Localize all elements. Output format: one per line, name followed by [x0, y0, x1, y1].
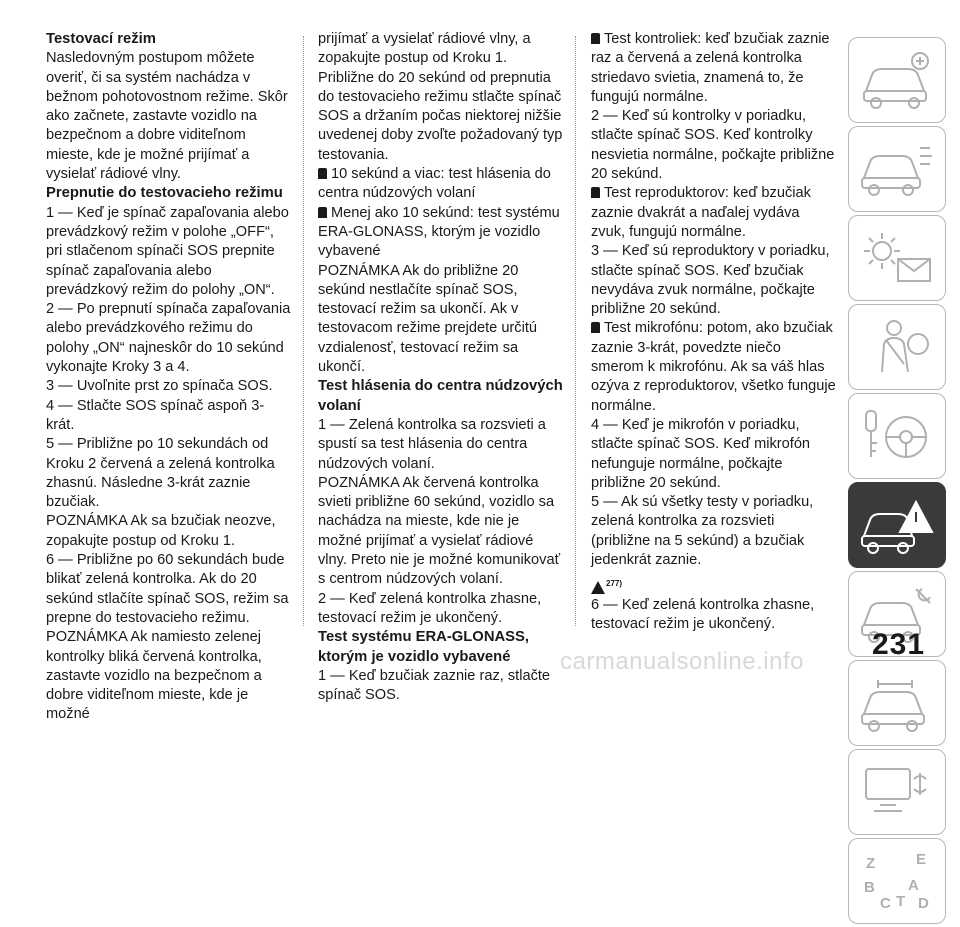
emergency-car-icon [858, 492, 936, 558]
warning-reference: 277) [606, 579, 623, 589]
paragraph: 4 — Keď je mikrofón v poriadku, stlačte spínač SOS. Keď mikrofón nefunguje normálne, počkajte približne 20 sekúnd. [591, 416, 811, 491]
paragraph: 5 — Ak sú všetky testy v poriadku, zelená kontrolka za rozsvieti (približne na 5 sekúnd) a bzučiak jedenkrát zaznie. [591, 494, 814, 569]
section-heading: Test hlásenia do centra núdzových volaní [318, 378, 563, 414]
bullet-item: Test kontroliek: keď bzučiak zaznie raz a červená a zelená kontrolka striedavo svietia, znamená to, že fungujú normálne. [591, 30, 837, 107]
tab-key-steering[interactable] [848, 393, 946, 479]
seatbelt-airbag-icon [858, 314, 936, 380]
tab-car-dashboard[interactable] [848, 37, 946, 123]
car-light-icon [858, 136, 936, 202]
tab-warning-lights[interactable] [848, 215, 946, 301]
paragraph: 6 — Približne po 60 sekundách bude blikať zelená kontrolka. Ak do 20 sekúnd stlačíte spínač SOS, režim sa prepne do testovacieho režimu. [46, 552, 289, 626]
paragraph: 3 — Uvoľnite prst zo spínača SOS. [46, 378, 273, 395]
watermark: carmanualsonline.info [560, 648, 804, 675]
index-letter: A [908, 877, 919, 894]
column-divider [575, 36, 576, 626]
paragraph: POZNÁMKA Ak namiesto zelenej kontrolky bliká červená kontrolka, zastavte vozidlo na bezpečnom a dobre viditeľnom mieste, kde je možné [46, 629, 262, 723]
warning-lights-icon [858, 225, 936, 291]
warning-triangle-icon [591, 581, 605, 594]
paragraph: 6 — Keď zelená kontrolka zhasne, testovací režim je ukončený. [591, 596, 815, 632]
tab-index[interactable] [848, 838, 946, 924]
chapter-tabs [848, 37, 946, 927]
text-column-2 [318, 30, 564, 705]
bullet-item: Test mikrofónu: potom, ako bzučiak zaznie 3-krát, povedzte niečo smerom k mikrofónu. Ak sa váš hlas ozýva z reproduktorov, všetko funguje normálne. [591, 319, 837, 415]
paragraph: 1 — Zelená kontrolka sa rozsvieti a spustí sa test hlásenia do centra núdzových volaní. [318, 416, 546, 472]
index-letter: E [916, 851, 927, 868]
paragraph: 1 — Keď je spínač zapaľovania alebo prevádzkový režim v polohe „OFF“, pri stlačenom spínači SOS prepnite spínač zapaľovania alebo prevádzkový režim do polohy „ON“. [46, 204, 289, 298]
car-specs-icon [858, 670, 936, 736]
car-dashboard-icon [858, 47, 936, 113]
index-letter: T [896, 893, 906, 910]
bullet-item: Menej ako 10 sekúnd: test systému ERA-GLONASS, ktorým je vozidlo vybavené [318, 204, 564, 262]
paragraph: 2 — Keď zelená kontrolka zhasne, testovací režim je ukončený. [318, 590, 542, 626]
paragraph: 2 — Po prepnutí spínača zapaľovania alebo prevádzkového režimu do polohy „ON“ najneskôr do 10 sekúnd vykonajte Kroky 3 a 4. [46, 301, 291, 376]
page-number: 231 [872, 628, 926, 661]
tab-car-specs[interactable] [848, 660, 946, 746]
key-steering-icon [858, 403, 936, 469]
paragraph: 3 — Keď sú reproduktory v poriadku, stlačte spínač SOS. Keď bzučiak nevydáva zvuk normálne, počkajte približne 20 sekúnd. [591, 243, 830, 318]
tab-seatbelt-airbag[interactable] [848, 304, 946, 390]
paragraph: POZNÁMKA Ak do približne 20 sekúnd nestlačíte spínač SOS, testovací režim sa ukončí. Ak v testovacom režime prejdete určitú vzdialenosť, testovací režim sa ukončí. [318, 262, 537, 376]
tab-car-light[interactable] [848, 126, 946, 212]
paragraph: POZNÁMKA Ak červená kontrolka svieti približne 60 sekúnd, vozidlo sa nachádza na mieste, kde nie je možné prijímať a vysielať rádiové vlny. Preto nie je možné komunikovať s centrom núdzových volaní. [318, 474, 561, 588]
paragraph: 2 — Keď sú kontrolky v poriadku, stlačte spínač SOS. Keď kontrolky nesvietia normálne, počkajte približne 20 sekúnd. [591, 108, 835, 183]
section-heading: Testovací režim [46, 31, 156, 47]
tab-multimedia[interactable] [848, 749, 946, 835]
index-letter: B [864, 879, 875, 896]
index-letter: D [918, 895, 929, 912]
bullet-item: 10 sekúnd a viac: test hlásenia do centra núdzových volaní [318, 165, 564, 204]
section-heading: Prepnutie do testovacieho režimu [46, 185, 283, 202]
bullet-item: Test reproduktorov: keď bzučiak zaznie dvakrát a naďalej vydáva zvuk, fungujú normálne. [591, 184, 837, 242]
tab-emergency-car[interactable] [848, 482, 946, 568]
paragraph: 4 — Stlačte SOS spínač aspoň 3-krát. [46, 397, 265, 433]
section-heading: Test systému ERA-GLONASS, ktorým je vozidlo vybavené [318, 629, 530, 665]
paragraph: Nasledovným postupom môžete overiť, či sa systém nachádza v bežnom pohotovostnom režime. Skôr ako začnete, zastavte vozidlo na bezpečnom a dobre viditeľnom mieste, kde je možné prijímať a vysielať rádiové vlny. [46, 50, 288, 183]
paragraph: POZNÁMKA Ak sa bzučiak neozve, zopakujte postup od Kroku 1. [46, 513, 276, 549]
paragraph: Približne do 20 sekúnd od prepnutia do testovacieho režimu stlačte spínač SOS a držaním počas niektorej nižšie uvedenej doby zvoľte požadovaný typ testovania. [318, 69, 563, 163]
text-column-3 [591, 30, 837, 634]
warning-note [591, 574, 837, 593]
text-column-1 [46, 30, 292, 725]
index-letter: Z [866, 855, 876, 872]
paragraph: 5 — Približne po 10 sekundách od Kroku 2 červená a zelená kontrolka zhasnú. Následne 3-krát zaznie bzučiak. [46, 436, 275, 511]
index-letter: C [880, 895, 891, 912]
paragraph: 1 — Keď bzučiak zaznie raz, stlačte spínač SOS. [318, 667, 551, 704]
paragraph: prijímať a vysielať rádiové vlny, a zopakujte postup od Kroku 1. [318, 31, 531, 67]
multimedia-icon [858, 759, 936, 825]
index-letters-icon [858, 848, 936, 914]
column-divider [303, 36, 304, 626]
